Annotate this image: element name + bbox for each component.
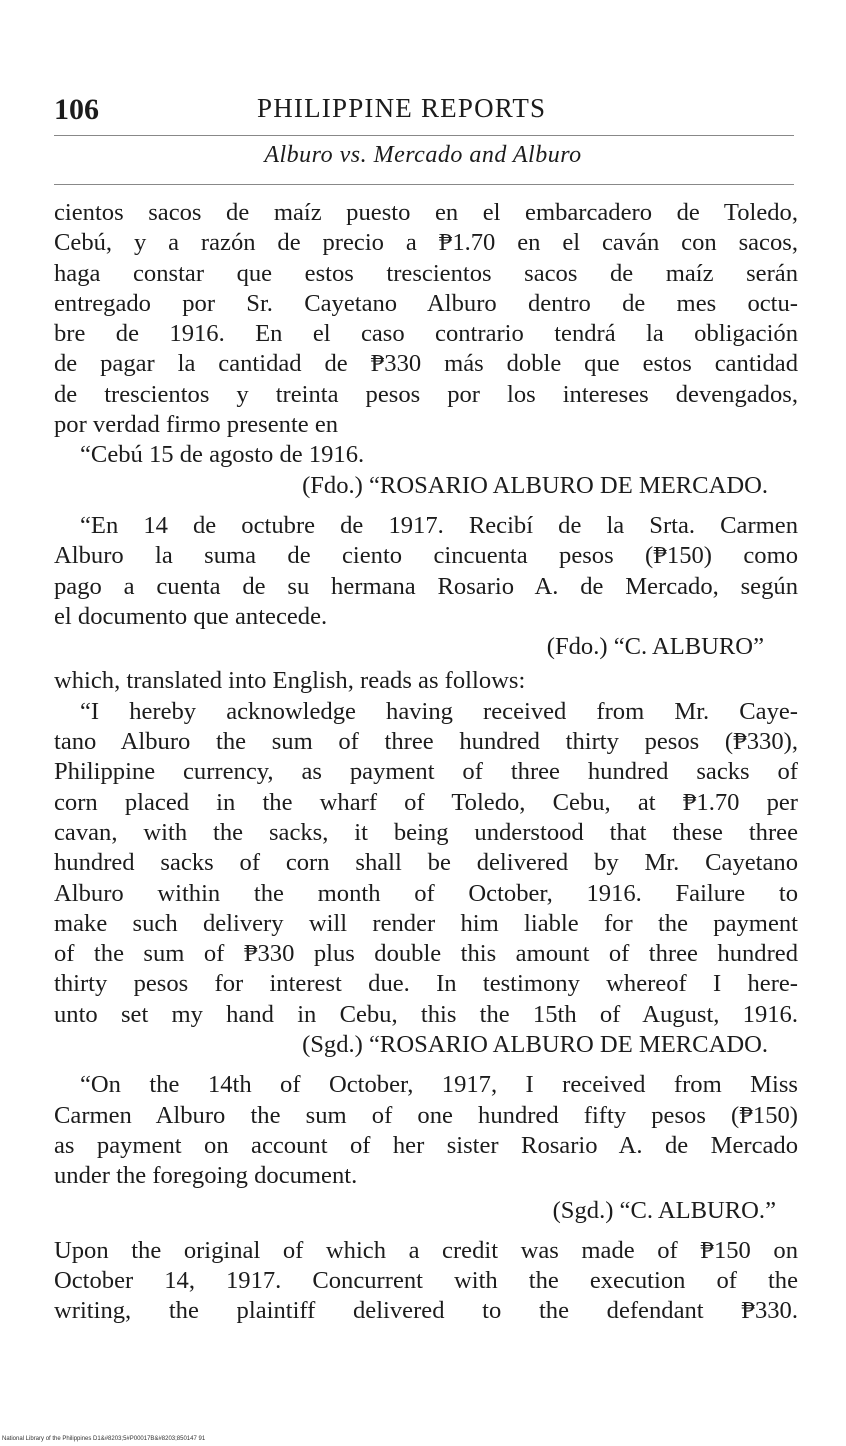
text-line: as payment on account of her sister Rosario A. de Mercado [54, 1131, 798, 1159]
text-line: Alburo within the month of October, 1916. Failure to [54, 879, 798, 907]
case-title: Alburo vs. Mercado and Alburo [264, 142, 582, 168]
text-line: Upon the original of which a credit was made of ₱150 on [54, 1236, 798, 1264]
page-header [0, 0, 846, 130]
english-receipt [54, 1070, 798, 1191]
text-line: cientos sacos de maíz puesto en el embarcadero de Toledo, [54, 199, 798, 226]
text-line: de pagar la cantidad de ₱330 más doble que estos cantidad [54, 350, 798, 378]
spanish-document [54, 198, 798, 471]
signature-line: (Sgd.) “ROSARIO ALBURO DE MERCADO. [302, 1031, 768, 1059]
paragraph-gap [54, 1060, 798, 1070]
paragraph-gap [54, 501, 798, 511]
page-number: 106 [54, 93, 99, 126]
text-line: Philippine currency, as payment of three hundred sacks of [54, 758, 798, 786]
signature-line: (Sgd.) “C. ALBURO.” [552, 1196, 776, 1224]
text-line: entregado por Sr. Cayetano Alburo dentro de mes octu- [54, 289, 798, 317]
text-line: writing, the plaintiff delivered to the defendant ₱330. [54, 1297, 798, 1325]
scan-credit: National Library of the Philippines D1&#8203;5#P00017B&#8203;850147 91 [2, 1436, 206, 1442]
text-line: October 14, 1917. Concurrent with the execution of the [54, 1267, 798, 1295]
text-line: Alburo la suma de ciento cincuenta pesos (₱150) como [54, 542, 798, 570]
text-line: unto set my hand in Cebu, this the 15th of August, 1916. [54, 1000, 798, 1028]
text-line: de trescientos y treinta pesos por los intereses devengados, [54, 380, 798, 408]
text-line: Cebú, y a razón de precio a ₱1.70 en el caván con sacos, [54, 229, 798, 257]
text-line: por verdad firmo presente en [54, 411, 339, 439]
text-line: Carmen Alburo the sum of one hundred fifty pesos (₱150) [54, 1101, 798, 1129]
spanish-receipt [54, 511, 798, 632]
paragraph-gap [54, 1226, 798, 1236]
text-line: corn placed in the wharf of Toledo, Cebu, at ₱1.70 per [54, 788, 798, 816]
text-line: under the foregoing document. [54, 1162, 358, 1190]
text-line: make such delivery will render him liable for the payment [54, 909, 798, 937]
text-line: “On the 14th of October, 1917, I received from Miss [80, 1071, 798, 1099]
text-line: “En 14 de octubre de 1917. Recibí de la Srta. Carmen [80, 511, 798, 539]
text-line: hundred sacks of corn shall be delivered by Mr. Cayetano [54, 849, 798, 877]
text-line: el documento que antecede. [54, 602, 328, 630]
text-line: bre de 1916. En el caso contrario tendrá la obligación [54, 320, 798, 348]
text-line: cavan, with the sacks, it being understood that these three [54, 818, 798, 846]
text-line: haga constar que estos trescientos sacos de maíz serán [54, 259, 798, 287]
text-line: “I hereby acknowledge having received from Mr. Caye- [80, 697, 798, 725]
running-title: PHILIPPINE REPORTS [257, 93, 547, 123]
document-body [54, 198, 798, 1327]
closing-paragraph [54, 1236, 798, 1327]
text-line: thirty pesos for interest due. In testimony whereof I here- [54, 970, 798, 998]
english-translation [54, 697, 798, 1030]
text-line: “Cebú 15 de agosto de 1916. [80, 441, 365, 469]
header-rule-bottom [54, 184, 794, 185]
translation-intro: which, translated into English, reads as follows: [54, 667, 526, 695]
text-line: of the sum of ₱330 plus double this amount of three hundred [54, 940, 798, 968]
signature-line: (Fdo.) “ROSARIO ALBURO DE MERCADO. [302, 471, 768, 499]
text-line: pago a cuenta de su hermana Rosario A. de Mercado, según [54, 572, 798, 600]
header-rule-top [54, 135, 794, 136]
text-line: tano Alburo the sum of three hundred thirty pesos (₱330), [54, 728, 798, 756]
signature-line: (Fdo.) “C. ALBURO” [546, 633, 764, 661]
